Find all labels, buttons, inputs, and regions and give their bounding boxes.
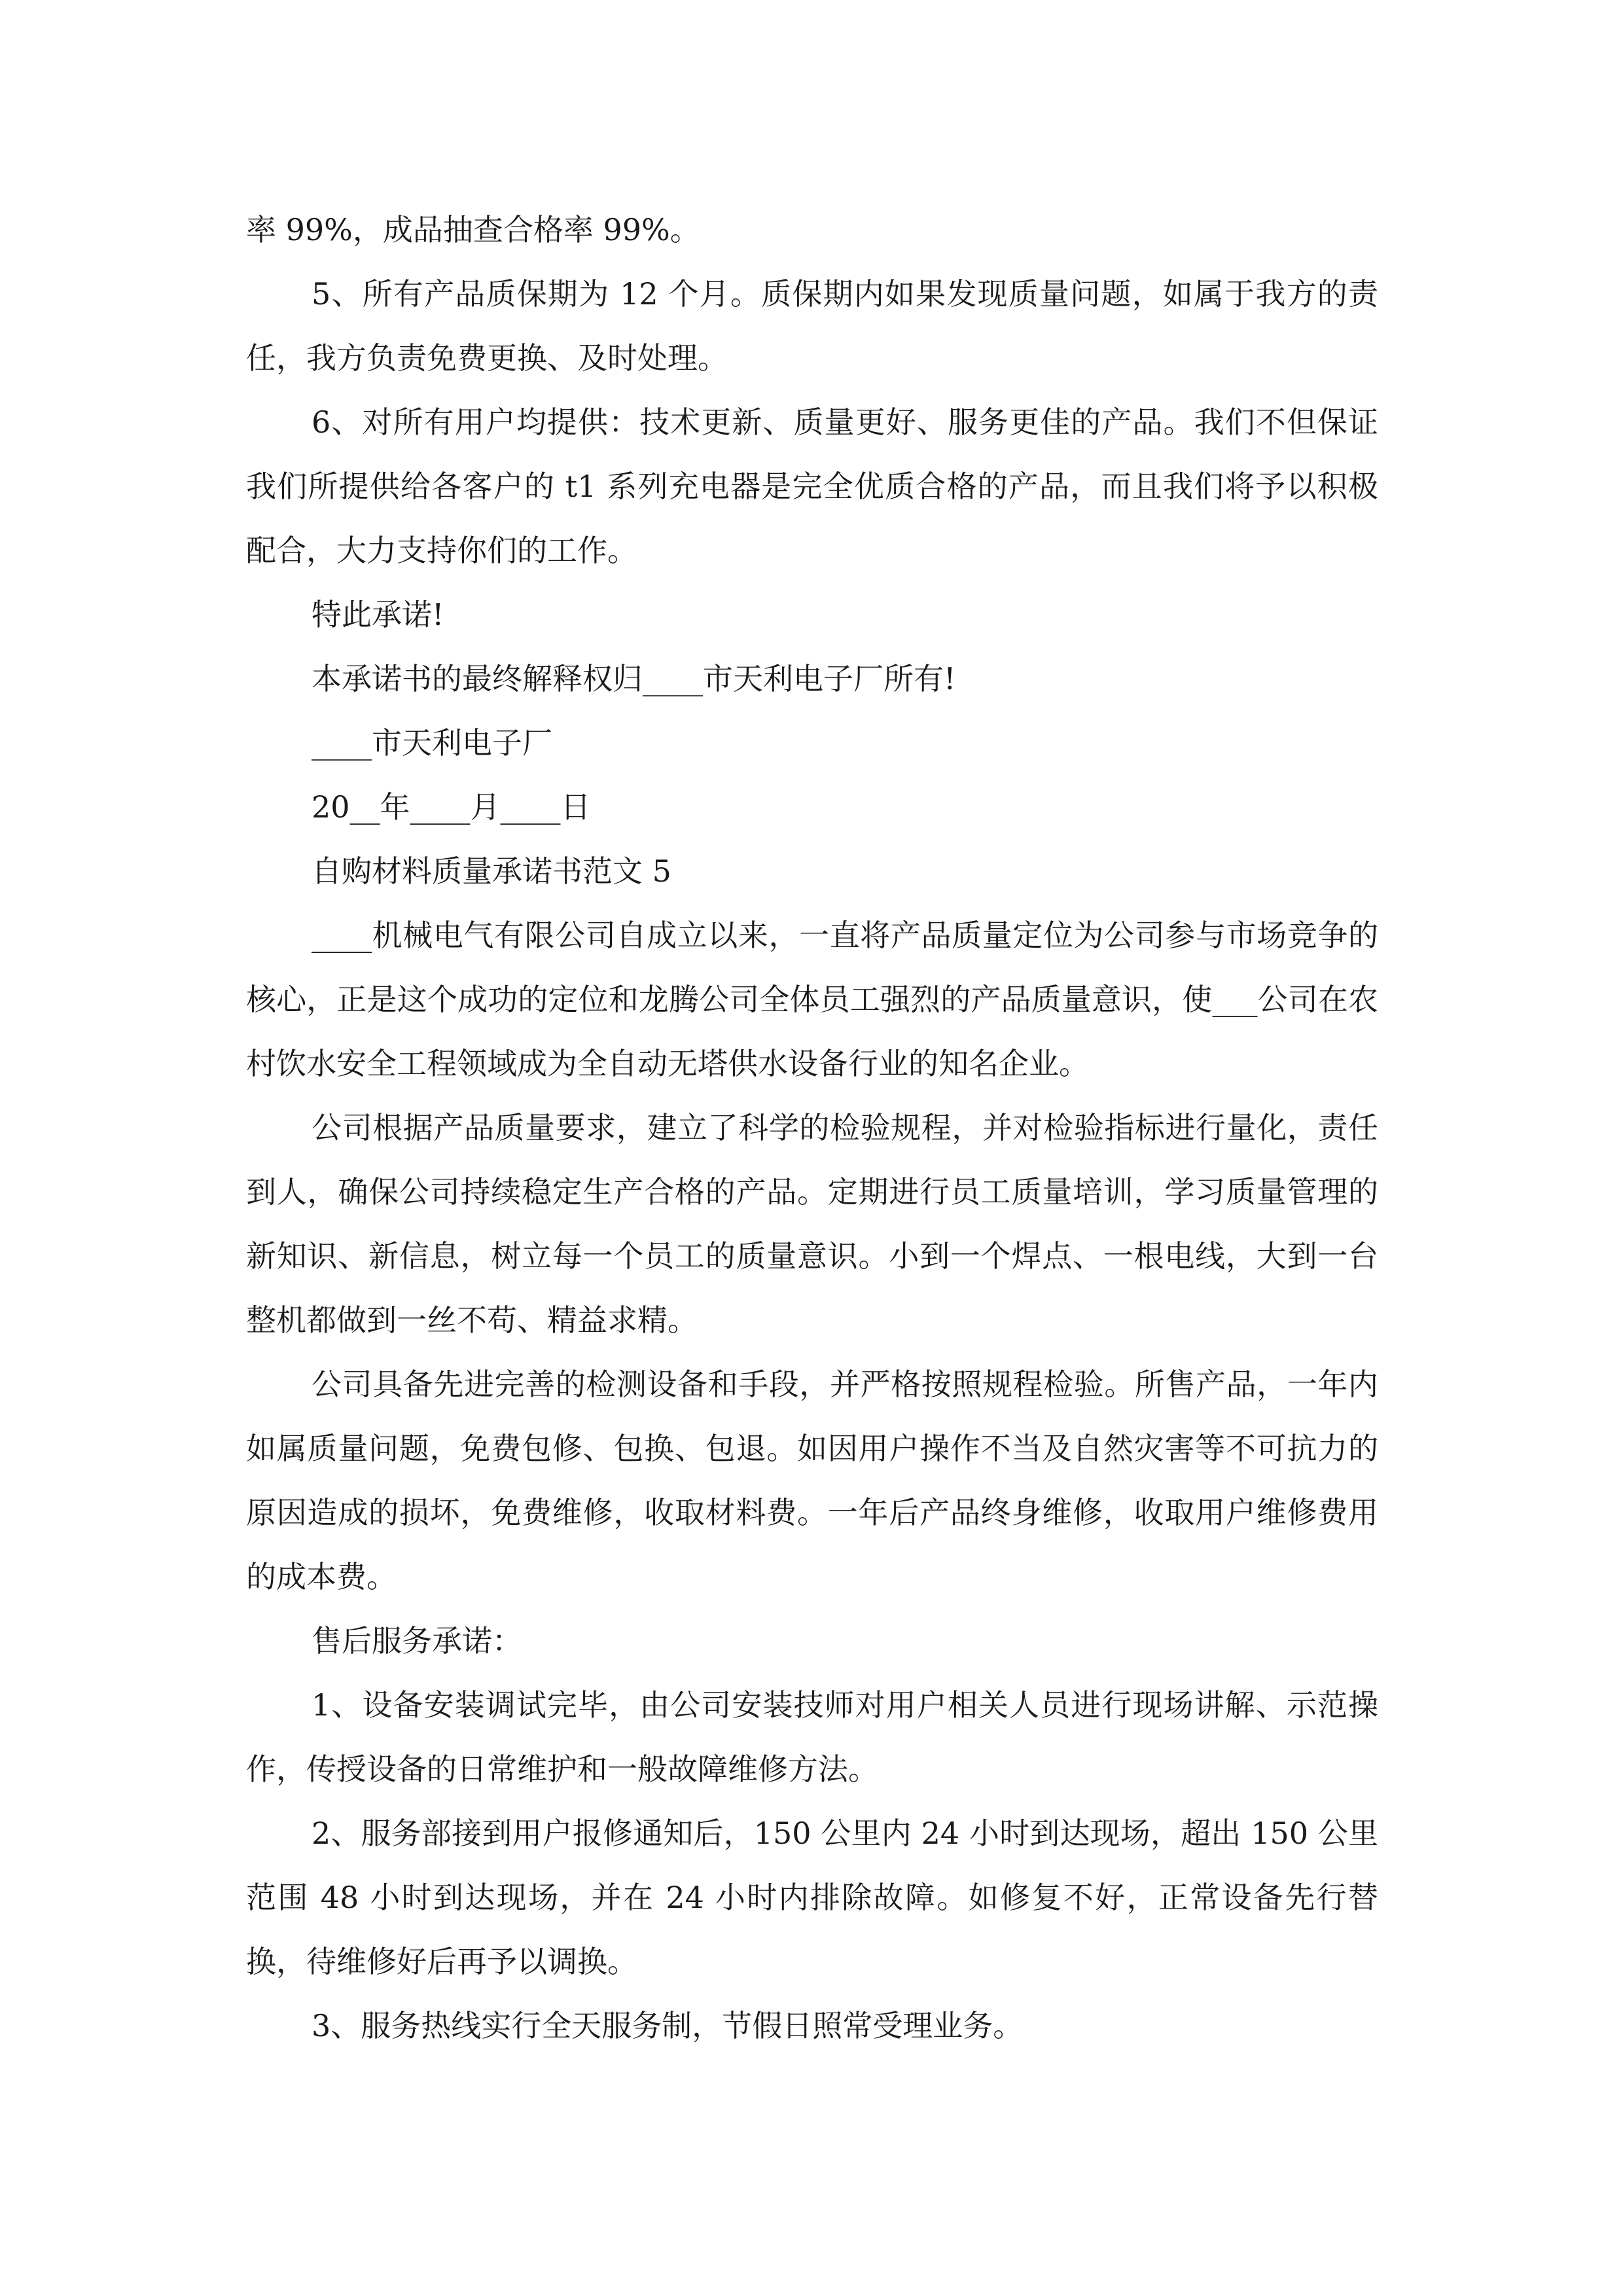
paragraph-quality-rules: 公司根据产品质量要求，建立了科学的检验规程，并对检验指标进行量化，责任到人，确保公司持续稳定生产合格的产品。定期进行员工质量培训，学习质量管理的新知识、新信息，树立每一个员工的质量意识。小到一个焊点、一根电线，大到一台整机都做到一丝不苟、精益求精。 <box>246 1110 1378 1338</box>
after-sales-item-3: 3、服务热线实行全天服务制，节假日照常受理业务。 <box>312 2008 1024 2043</box>
document-body <box>246 198 1378 2058</box>
after-sales-item-1: 1、设备安装调试完毕，由公司安装技师对用户相关人员进行现场讲解、示范操作，传授设备的日常维护和一般故障维修方法。 <box>246 1687 1378 1787</box>
section-heading: 自购材料质量承诺书范文 5 <box>312 853 671 889</box>
paragraph-item-6: 6、对所有用户均提供：技术更新、质量更好、服务更佳的产品。我们不但保证我们所提供给各客户的 t1 系列充电器是完全优质合格的产品，而且我们将予以积极配合，大力支持你们的工作。 <box>246 404 1378 568</box>
paragraph-interpretation: 本承诺书的最终解释权归____市天利电子厂所有! <box>312 661 956 696</box>
signature-company: ____市天利电子厂 <box>312 725 552 761</box>
after-sales-item-2: 2、服务部接到用户报修通知后，150 公里内 24 小时到达现场，超出 150 公里范围 48 小时到达现场，并在 24 小时内排除故障。如修复不好，正常设备先行替换，待维修好后再予以调换。 <box>246 1816 1378 1979</box>
paragraph-warranty: 公司具备先进完善的检测设备和手段，并严格按照规程检验。所售产品，一年内如属质量问题，免费包修、包换、包退。如因用户操作不当及自然灾害等不可抗力的原因造成的损坏，免费维修，收取材料费。一年后产品终身维修，收取用户维修费用的成本费。 <box>246 1367 1378 1594</box>
paragraph-item-5: 5、所有产品质保期为 12 个月。质保期内如果发现质量问题，如属于我方的责任，我方负责免费更换、及时处理。 <box>246 276 1378 376</box>
paragraph-continuation: 率 99%，成品抽查合格率 99%。 <box>246 212 700 247</box>
paragraph-pledge: 特此承诺! <box>312 597 444 632</box>
after-sales-heading: 售后服务承诺： <box>312 1623 522 1659</box>
signature-date: 20__年____月____日 <box>312 789 591 825</box>
paragraph-intro: ____机械电气有限公司自成立以来，一直将产品质量定位为公司参与市场竞争的核心，正是这个成功的定位和龙腾公司全体员工强烈的产品质量意识，使___公司在农村饮水安全工程领域成为全自动无塔供水设备行业的知名企业。 <box>246 918 1378 1081</box>
